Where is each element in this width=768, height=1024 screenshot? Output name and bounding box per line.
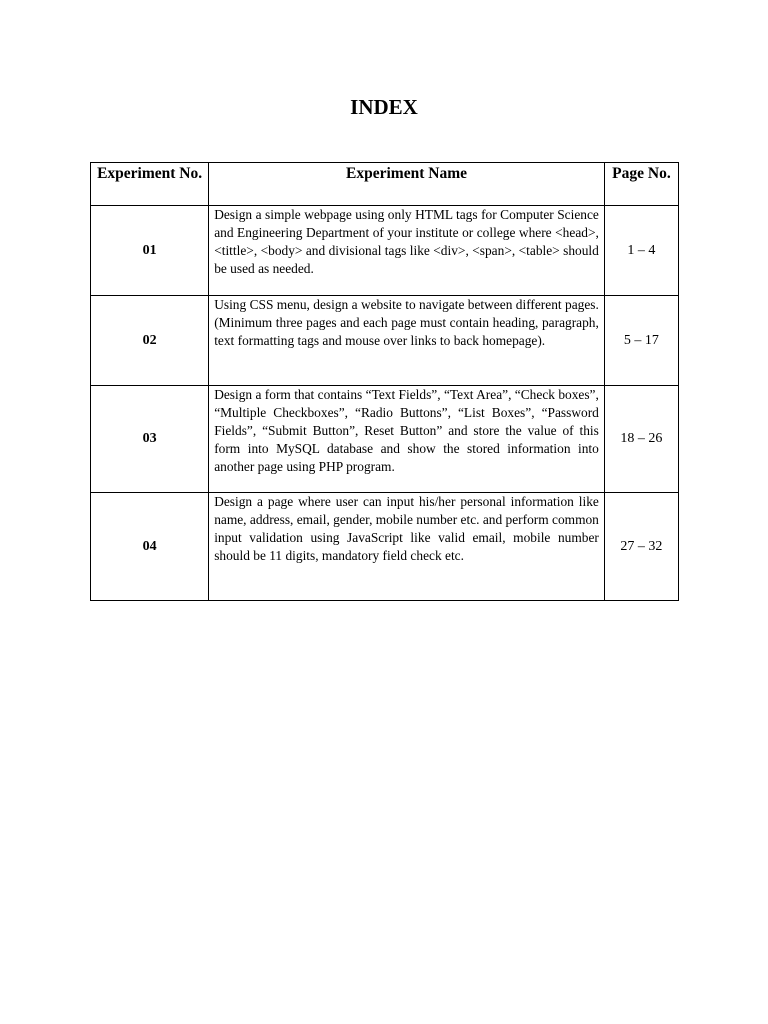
experiment-name: Using CSS menu, design a website to navigate between different pages. (Minimum three pages and each page must contain heading, paragraph, text formatting tags and mouse over links to back homepage).	[209, 296, 605, 386]
experiment-number: 01	[91, 206, 209, 296]
page-range: 18 – 26	[604, 386, 678, 493]
experiment-name: Design a page where user can input his/her personal information like name, address, email, gender, mobile number etc. and perform common input validation using JavaScript like valid email, mobile number should be 11 digits, mandatory field check etc.	[209, 493, 605, 601]
table-row	[91, 386, 679, 493]
page-range: 1 – 4	[604, 206, 678, 296]
page-title: INDEX	[350, 95, 418, 119]
experiment-number: 02	[91, 296, 209, 386]
header-experiment-name: Experiment Name	[209, 163, 605, 206]
header-page-no: Page No.	[604, 163, 678, 206]
table-row	[91, 296, 679, 386]
experiment-number: 04	[91, 493, 209, 601]
table-header-row	[91, 163, 679, 206]
experiment-name: Design a simple webpage using only HTML tags for Computer Science and Engineering Department of your institute or college where <head>, <tittle>, <body> and divisional tags like <div>, <span>, <table> should be used as needed.	[209, 206, 605, 296]
experiment-number: 03	[91, 386, 209, 493]
index-table	[90, 162, 679, 601]
page-range: 27 – 32	[604, 493, 678, 601]
header-experiment-no: Experiment No.	[91, 163, 209, 206]
table-row	[91, 206, 679, 296]
table-row	[91, 493, 679, 601]
page-range: 5 – 17	[604, 296, 678, 386]
experiment-name: Design a form that contains “Text Fields”, “Text Area”, “Check boxes”, “Multiple Checkboxes”, “Radio Buttons”, “List Boxes”, “Password Fields”, “Submit Button”, Reset Button” and store the value of this form into MySQL database and show the stored information into another page using PHP program.	[209, 386, 605, 493]
